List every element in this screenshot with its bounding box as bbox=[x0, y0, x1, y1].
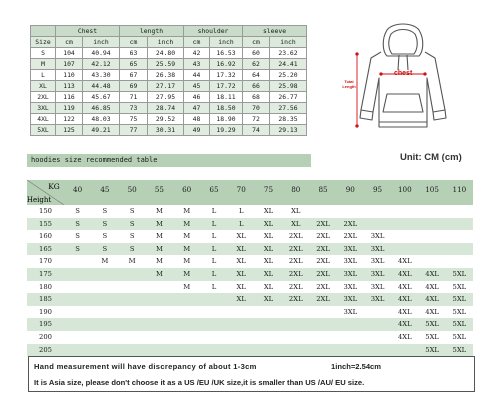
kg-header: 80 bbox=[291, 185, 301, 194]
size-recommend-cell: S bbox=[75, 244, 80, 253]
kg-label: KG bbox=[48, 182, 60, 191]
size-recommend-cell: 5XL bbox=[452, 295, 467, 304]
measure-cell: 43.30 bbox=[83, 70, 120, 81]
measure-cell: 110 bbox=[56, 70, 83, 81]
size-recommend-cell: 2XL bbox=[316, 270, 330, 278]
height-cell: 160 bbox=[39, 232, 52, 241]
measure-cell: 75 bbox=[120, 114, 148, 125]
kg-header: 45 bbox=[100, 185, 110, 194]
measure-cell: 26.38 bbox=[148, 70, 184, 81]
table-row bbox=[31, 70, 307, 81]
height-cell: 190 bbox=[39, 307, 52, 316]
unit-header: inch bbox=[83, 37, 120, 48]
size-recommend-cell: 3XL bbox=[370, 282, 385, 291]
size-recommend-cell: S bbox=[102, 207, 108, 215]
size-recommend-cell: L bbox=[211, 270, 217, 278]
measure-cell: 23.62 bbox=[270, 48, 307, 59]
size-recommend-cell: 5XL bbox=[425, 345, 439, 354]
size-recommend-cell: 2XL bbox=[343, 219, 358, 228]
size-recommend-cell: M bbox=[155, 257, 163, 266]
size-recommend-cell: XL bbox=[263, 257, 274, 266]
total-length-label: Total Length bbox=[342, 79, 356, 89]
height-cell: 180 bbox=[39, 282, 52, 291]
unit-header: inch bbox=[148, 37, 184, 48]
size-recommend-cell: 4XL bbox=[397, 333, 412, 341]
height-cell: 200 bbox=[39, 333, 52, 341]
size-header: Size bbox=[31, 37, 56, 48]
size-recommend-cell: 2XL bbox=[288, 244, 303, 253]
measure-cell: 113 bbox=[56, 81, 83, 92]
measure-cell: 45 bbox=[184, 81, 210, 92]
size-recommend-cell: 3XL bbox=[343, 270, 358, 278]
size-cell: 2XL bbox=[31, 92, 56, 103]
size-recommend-cell: 4XL bbox=[397, 320, 412, 329]
unit-header: cm bbox=[120, 37, 148, 48]
measure-cell: 66 bbox=[243, 81, 270, 92]
measure-cell: 29.52 bbox=[148, 114, 184, 125]
measure-cell: 46 bbox=[184, 92, 210, 103]
height-label: Height bbox=[27, 196, 52, 204]
size-recommend-cell: S bbox=[102, 219, 108, 228]
size-recommend-cell: 4XL bbox=[397, 270, 412, 278]
size-recommend-cell: XL bbox=[236, 232, 246, 241]
size-recommend-cell: 3XL bbox=[343, 244, 358, 253]
table-row bbox=[31, 81, 307, 92]
measure-cell: 107 bbox=[56, 59, 83, 70]
size-recommend-cell: 4XL bbox=[397, 307, 412, 316]
kg-header: 85 bbox=[318, 185, 328, 194]
measure-cell: 71 bbox=[120, 92, 148, 103]
asia-size-note: It is Asia size, please don't choose it as a US /EU /UK size,it is smaller than US /AU/ EU size. bbox=[34, 378, 365, 387]
measure-cell: 27.17 bbox=[148, 81, 184, 92]
measure-cell: 69 bbox=[120, 81, 148, 92]
table-row bbox=[31, 125, 307, 136]
table-row bbox=[31, 114, 307, 125]
measure-cell: 19.29 bbox=[210, 125, 243, 136]
size-recommend-cell: S bbox=[102, 232, 108, 241]
height-cell: 165 bbox=[39, 244, 52, 253]
measure-cell: 62 bbox=[243, 59, 270, 70]
size-recommend-cell: XL bbox=[236, 244, 246, 253]
measure-cell: 73 bbox=[120, 103, 148, 114]
measure-cell: 49 bbox=[184, 125, 210, 136]
size-recommend-cell: L bbox=[238, 207, 244, 215]
size-recommend-cell: 3XL bbox=[343, 257, 358, 266]
size-recommend-cell: M bbox=[183, 244, 191, 253]
measure-cell: 122 bbox=[56, 114, 83, 125]
measure-cell: 25.20 bbox=[270, 70, 307, 81]
size-recommend-cell: S bbox=[75, 207, 80, 215]
table-row bbox=[27, 344, 473, 357]
size-recommend-cell: XL bbox=[263, 207, 274, 215]
shoulder-header: shoulder bbox=[184, 26, 243, 37]
size-recommend-cell: 3XL bbox=[343, 307, 358, 316]
size-recommend-cell: M bbox=[128, 257, 136, 266]
size-recommend-cell: 2XL bbox=[316, 295, 330, 304]
size-recommend-cell: 5XL bbox=[425, 320, 439, 329]
table-row bbox=[27, 306, 473, 319]
measure-cell: 17.72 bbox=[210, 81, 243, 92]
kg-header: 65 bbox=[209, 185, 219, 194]
size-recommend-cell: 4XL bbox=[425, 270, 439, 278]
size-recommend-cell: M bbox=[155, 207, 163, 215]
size-recommend-cell: M bbox=[183, 207, 191, 215]
size-recommend-cell: S bbox=[75, 219, 80, 228]
table-row bbox=[27, 205, 473, 218]
size-recommend-cell: XL bbox=[236, 270, 246, 278]
size-recommend-cell: 5XL bbox=[452, 333, 467, 341]
size-recommend-cell: S bbox=[129, 232, 135, 241]
height-cell: 170 bbox=[39, 257, 52, 266]
measure-cell: 27.56 bbox=[270, 103, 307, 114]
size-recommend-cell: XL bbox=[263, 219, 274, 228]
size-cell: 3XL bbox=[31, 103, 56, 114]
measure-cell: 30.31 bbox=[148, 125, 184, 136]
length-header: length bbox=[120, 26, 184, 37]
size-recommend-cell: XL bbox=[263, 244, 274, 253]
size-recommend-cell: 2XL bbox=[288, 257, 303, 266]
size-recommend-cell: 5XL bbox=[452, 320, 467, 329]
table-row bbox=[27, 243, 473, 256]
measure-cell: 48 bbox=[184, 114, 210, 125]
table-row bbox=[27, 268, 473, 281]
kg-header: 105 bbox=[425, 185, 439, 194]
measure-cell: 74 bbox=[243, 125, 270, 136]
measure-cell: 44.48 bbox=[83, 81, 120, 92]
size-recommend-cell: XL bbox=[263, 232, 274, 241]
measure-cell: 25.59 bbox=[148, 59, 184, 70]
chest-header: Chest bbox=[56, 26, 120, 37]
unit-header: cm bbox=[243, 37, 270, 48]
size-recommend-cell: S bbox=[129, 244, 135, 253]
size-recommend-cell: 2XL bbox=[316, 232, 330, 241]
measure-cell: 40.94 bbox=[83, 48, 120, 59]
measure-cell: 44 bbox=[184, 70, 210, 81]
size-recommend-cell: XL bbox=[263, 282, 274, 291]
size-recommend-cell: 3XL bbox=[370, 295, 385, 304]
size-cell: XL bbox=[31, 81, 56, 92]
size-cell: 5XL bbox=[31, 125, 56, 136]
size-recommend-cell: 2XL bbox=[316, 244, 330, 253]
size-recommend-cell: 3XL bbox=[343, 282, 358, 291]
unit-header: cm bbox=[56, 37, 83, 48]
measure-cell: 125 bbox=[56, 125, 83, 136]
size-recommend-cell: L bbox=[211, 232, 217, 241]
size-recommend-cell: 4XL bbox=[397, 257, 412, 266]
measure-cell: 104 bbox=[56, 48, 83, 59]
size-recommend-cell: L bbox=[211, 282, 217, 291]
height-cell: 205 bbox=[39, 345, 52, 354]
kg-header: 55 bbox=[154, 185, 164, 194]
size-recommend-cell: M bbox=[101, 257, 109, 266]
size-recommend-cell: S bbox=[129, 219, 135, 228]
height-cell: 155 bbox=[39, 219, 52, 228]
size-recommend-cell: 2XL bbox=[316, 282, 330, 291]
table-row bbox=[31, 92, 307, 103]
measure-cell: 47 bbox=[184, 103, 210, 114]
size-recommend-cell: S bbox=[129, 207, 135, 215]
size-recommend-cell: XL bbox=[263, 270, 274, 278]
size-recommend-cell: M bbox=[183, 282, 191, 291]
table-row bbox=[27, 293, 473, 306]
table-row bbox=[27, 331, 473, 344]
measure-cell: 67 bbox=[120, 70, 148, 81]
size-recommend-cell: 3XL bbox=[343, 295, 358, 304]
measure-cell: 28.35 bbox=[270, 114, 307, 125]
table-row bbox=[27, 255, 473, 268]
measure-cell: 70 bbox=[243, 103, 270, 114]
measure-cell: 72 bbox=[243, 114, 270, 125]
size-recommend-cell: 2XL bbox=[288, 270, 303, 278]
size-recommend-cell: 3XL bbox=[370, 244, 385, 253]
hoodie-icon bbox=[335, 22, 465, 132]
size-recommend-cell: XL bbox=[263, 295, 274, 304]
table-row bbox=[31, 59, 307, 70]
unit-header: inch bbox=[210, 37, 243, 48]
kg-header: 75 bbox=[263, 185, 274, 194]
size-corner bbox=[31, 26, 56, 37]
size-cell: L bbox=[31, 70, 56, 81]
measure-cell: 64 bbox=[243, 70, 270, 81]
unit-header: inch bbox=[270, 37, 307, 48]
recommend-title: hoodies size recommended table bbox=[27, 154, 311, 167]
size-recommend-cell: 5XL bbox=[452, 307, 467, 316]
size-recommend-cell: 5XL bbox=[452, 345, 467, 354]
footer-notes bbox=[28, 356, 475, 392]
size-recommend-cell: M bbox=[155, 270, 163, 278]
kg-header: 100 bbox=[397, 185, 412, 194]
size-recommend-cell: M bbox=[183, 257, 191, 266]
measure-cell: 116 bbox=[56, 92, 83, 103]
height-cell: 185 bbox=[39, 295, 52, 304]
measure-cell: 43 bbox=[184, 59, 210, 70]
size-recommend-cell: XL bbox=[236, 282, 246, 291]
size-recommend-cell: M bbox=[183, 219, 191, 228]
discrepancy-note: Hand measurement will have discrepancy of about 1-3cm bbox=[34, 362, 257, 371]
size-cell: S bbox=[31, 48, 56, 59]
size-chart-table bbox=[30, 25, 307, 136]
kg-header: 70 bbox=[236, 185, 246, 194]
size-recommend-cell: 3XL bbox=[370, 232, 385, 241]
measure-cell: 16.92 bbox=[210, 59, 243, 70]
unit-label: Unit: CM (cm) bbox=[400, 152, 462, 163]
size-recommend-cell: XL bbox=[236, 257, 246, 266]
size-recommend-cell: L bbox=[211, 244, 217, 253]
size-recommend-cell: L bbox=[211, 207, 217, 215]
table-row bbox=[27, 230, 473, 243]
inch-conversion-note: 1inch=2.54cm bbox=[331, 362, 382, 371]
size-recommend-cell: 3XL bbox=[370, 270, 385, 278]
size-recommend-cell: 2XL bbox=[288, 282, 303, 291]
size-recommend-cell: L bbox=[211, 219, 217, 228]
table-row bbox=[27, 281, 473, 294]
measure-cell: 25.98 bbox=[270, 81, 307, 92]
measure-cell: 27.95 bbox=[148, 92, 184, 103]
size-recommend-cell: 4XL bbox=[425, 282, 439, 291]
height-cell: 195 bbox=[39, 320, 52, 329]
size-recommend-cell: 2XL bbox=[288, 295, 303, 304]
size-recommend-cell: 3XL bbox=[370, 257, 385, 266]
table-row bbox=[27, 218, 473, 231]
size-recommend-cell: 4XL bbox=[425, 295, 439, 304]
kg-header: 60 bbox=[182, 185, 192, 194]
size-recommend-cell: XL bbox=[236, 295, 246, 304]
measure-cell: 24.41 bbox=[270, 59, 307, 70]
size-recommend-cell: 2XL bbox=[316, 257, 330, 266]
kg-header: 40 bbox=[73, 185, 83, 194]
corner-cell bbox=[27, 180, 64, 205]
measure-cell: 24.80 bbox=[148, 48, 184, 59]
height-cell: 150 bbox=[39, 207, 52, 215]
size-recommend-cell: XL bbox=[291, 207, 301, 215]
unit-header: cm bbox=[184, 37, 210, 48]
size-recommend-cell: 4XL bbox=[425, 307, 439, 316]
measure-cell: 18.11 bbox=[210, 92, 243, 103]
size-cell: M bbox=[31, 59, 56, 70]
kg-header: 50 bbox=[127, 185, 137, 194]
measure-cell: 60 bbox=[243, 48, 270, 59]
size-recommend-cell: L bbox=[238, 219, 244, 228]
height-cell: 175 bbox=[39, 270, 52, 278]
size-recommend-cell: 5XL bbox=[452, 282, 467, 291]
size-recommend-cell: M bbox=[155, 219, 163, 228]
size-recommend-cell: S bbox=[75, 232, 80, 241]
table-row bbox=[27, 318, 473, 331]
measure-cell: 63 bbox=[120, 48, 148, 59]
size-recommend-cell: 2XL bbox=[343, 232, 358, 241]
size-table-body bbox=[31, 48, 307, 136]
kg-header-list bbox=[64, 185, 473, 199]
sleeve-header: sleeve bbox=[243, 26, 307, 37]
measure-cell: 48.03 bbox=[83, 114, 120, 125]
measure-cell: 77 bbox=[120, 125, 148, 136]
measure-cell: 16.53 bbox=[210, 48, 243, 59]
chest-label: chest bbox=[394, 70, 413, 77]
measure-cell: 18.50 bbox=[210, 103, 243, 114]
size-recommend-cell: M bbox=[155, 232, 163, 241]
size-recommend-cell: 5XL bbox=[452, 270, 467, 278]
measure-cell: 26.77 bbox=[270, 92, 307, 103]
table-row bbox=[31, 48, 307, 59]
measure-cell: 68 bbox=[243, 92, 270, 103]
measure-cell: 18.90 bbox=[210, 114, 243, 125]
size-recommend-cell: 4XL bbox=[397, 282, 412, 291]
size-cell: 4XL bbox=[31, 114, 56, 125]
measure-cell: 28.74 bbox=[148, 103, 184, 114]
size-recommend-cell: XL bbox=[291, 219, 301, 228]
measure-cell: 17.32 bbox=[210, 70, 243, 81]
size-recommend-cell: M bbox=[155, 244, 163, 253]
measure-cell: 46.85 bbox=[83, 103, 120, 114]
measure-cell: 42 bbox=[184, 48, 210, 59]
size-recommend-cell: M bbox=[183, 270, 191, 278]
kg-header: 90 bbox=[345, 185, 355, 194]
kg-header: 110 bbox=[452, 185, 467, 194]
size-recommend-cell: 4XL bbox=[397, 295, 412, 304]
measure-cell: 49.21 bbox=[83, 125, 120, 136]
size-recommend-cell: M bbox=[183, 232, 191, 241]
size-recommend-cell: 2XL bbox=[316, 219, 330, 228]
measure-cell: 119 bbox=[56, 103, 83, 114]
size-recommend-cell: 5XL bbox=[425, 333, 439, 341]
measure-cell: 45.67 bbox=[83, 92, 120, 103]
kg-header: 95 bbox=[372, 185, 383, 194]
size-recommend-cell: 2XL bbox=[288, 232, 303, 241]
size-recommend-cell: L bbox=[211, 257, 217, 266]
table-row bbox=[31, 103, 307, 114]
measure-cell: 29.13 bbox=[270, 125, 307, 136]
measure-cell: 65 bbox=[120, 59, 148, 70]
size-recommend-cell: S bbox=[102, 244, 108, 253]
measure-cell: 42.12 bbox=[83, 59, 120, 70]
